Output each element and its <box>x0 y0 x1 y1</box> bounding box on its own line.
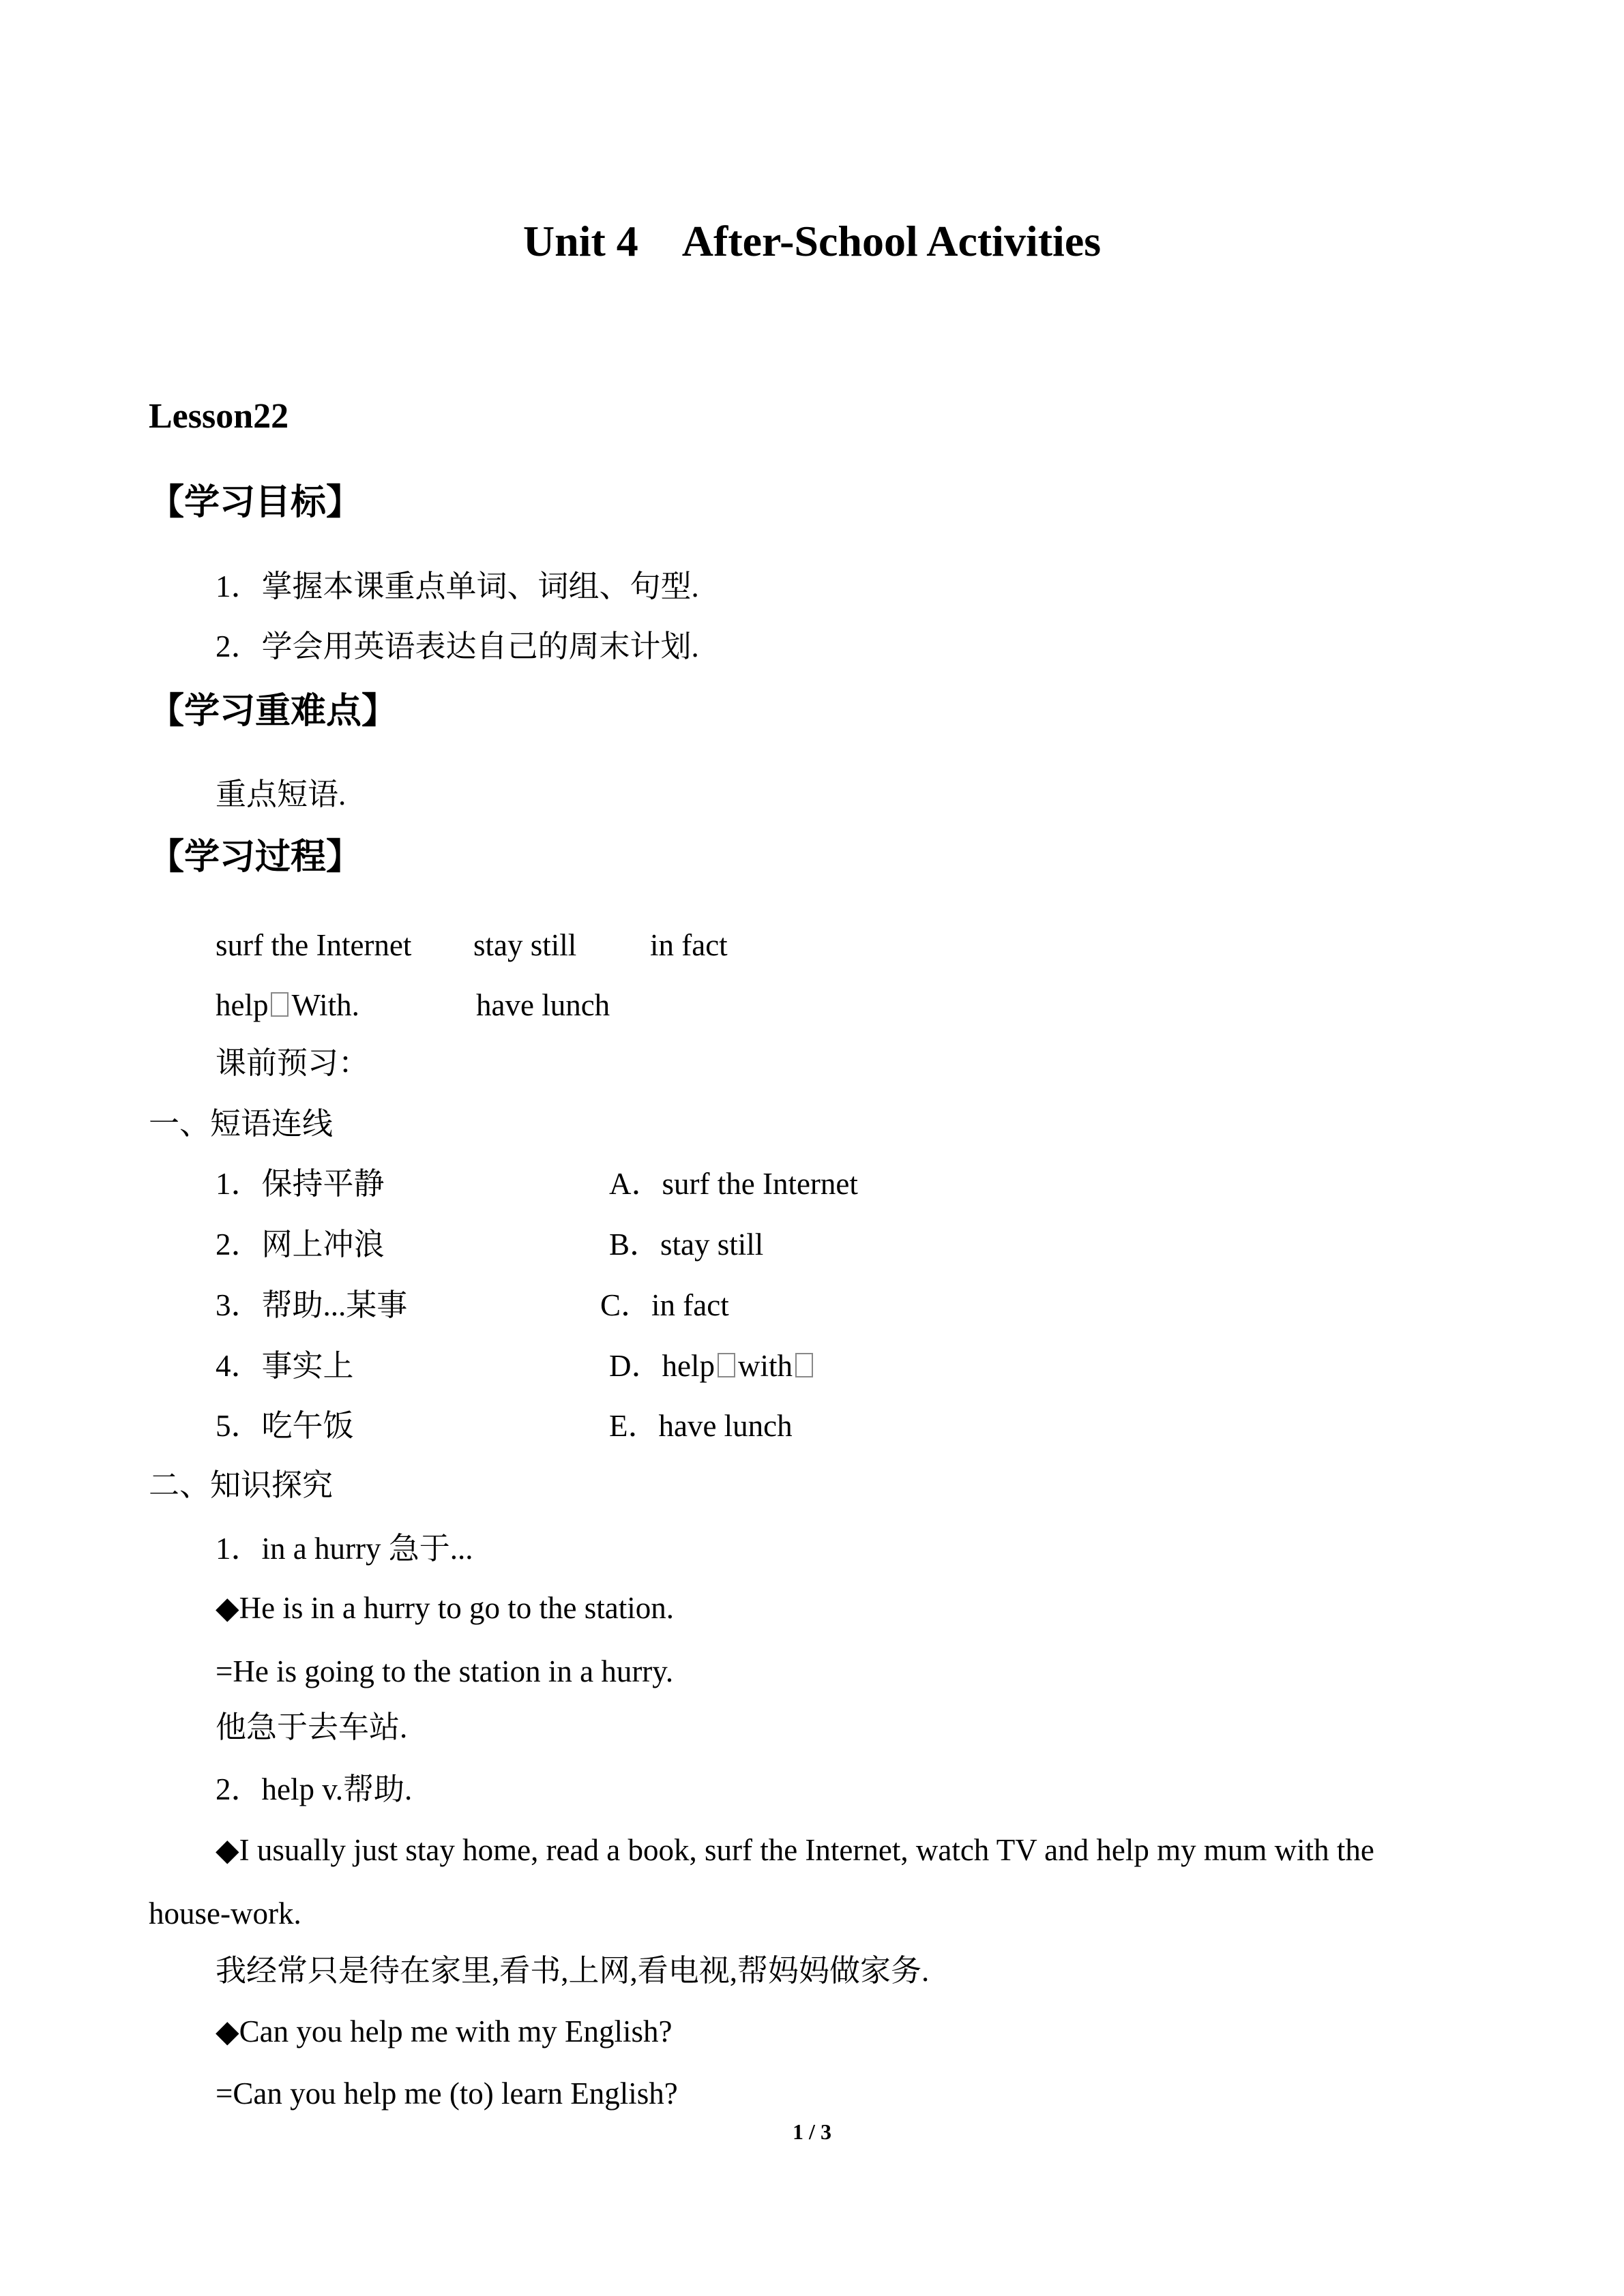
match-left-4: 4．事实上 <box>216 1349 354 1383</box>
point1-translation: 他急于去车站. <box>216 1710 408 1744</box>
objectives-heading: 【学习目标】 <box>149 483 362 522</box>
match-left-2: 2．网上冲浪 <box>216 1227 385 1262</box>
point2-example-line1: ◆I usually just stay home, read a book, surf the Internet, watch TV and help my mum with the <box>216 1833 1374 1867</box>
page-title <box>0 217 1624 265</box>
key-points-heading: 【学习重难点】 <box>149 692 398 731</box>
placeholder-box-icon <box>795 1353 813 1377</box>
objective-item-1: 1．掌握本课重点单词、词组、句型. <box>216 569 699 603</box>
phrase-surf: surf the Internet <box>216 928 412 962</box>
point2-example-line2: house-work. <box>149 1896 301 1930</box>
phrase-have-lunch: have lunch <box>476 988 610 1022</box>
matching-heading: 一、短语连线 <box>149 1107 334 1141</box>
match-right-c: C．in fact <box>600 1288 729 1322</box>
phrase-in-fact: in fact <box>650 928 728 962</box>
preview-label: 课前预习： <box>216 1046 370 1080</box>
point2-example2: ◆Can you help me with my English? <box>216 2014 673 2048</box>
phrase-help-with: help With. <box>216 988 359 1022</box>
unit-label: Unit 4 <box>522 217 638 265</box>
point1-title: 1．in a hurry 急于... <box>216 1532 473 1566</box>
placeholder-box-icon <box>718 1353 735 1377</box>
knowledge-heading: 二、知识探究 <box>149 1468 334 1502</box>
key-points-text: 重点短语. <box>216 777 346 811</box>
point1-equivalent: =He is going to the station in a hurry. <box>216 1654 674 1688</box>
phrase-stay-still: stay still <box>473 928 577 962</box>
match-left-1: 1．保持平静 <box>216 1167 385 1201</box>
point2-translation: 我经常只是待在家里,看书,上网,看电视,帮妈妈做家务. <box>216 1954 930 1988</box>
placeholder-box-icon <box>271 992 289 1017</box>
match-left-5: 5．吃午饭 <box>216 1409 354 1443</box>
match-right-d: D．help with <box>609 1351 816 1382</box>
point2-equivalent2: =Can you help me (to) learn English? <box>216 2076 678 2111</box>
lesson-heading: Lesson22 <box>149 397 289 436</box>
match-right-b: B．stay still <box>609 1227 764 1262</box>
process-heading: 【学习过程】 <box>149 838 362 877</box>
page-number: 1 / 3 <box>793 2119 831 2144</box>
point2-title: 2．help v.帮助. <box>216 1772 413 1806</box>
point1-example: ◆He is in a hurry to go to the station. <box>216 1591 675 1625</box>
unit-title: After-School Activities <box>681 217 1102 265</box>
objective-item-2: 2．学会用英语表达自己的周末计划. <box>216 629 699 664</box>
match-left-3: 3．帮助...某事 <box>216 1288 408 1322</box>
match-right-a: A．surf the Internet <box>609 1167 858 1201</box>
match-right-e: E．have lunch <box>609 1409 793 1443</box>
